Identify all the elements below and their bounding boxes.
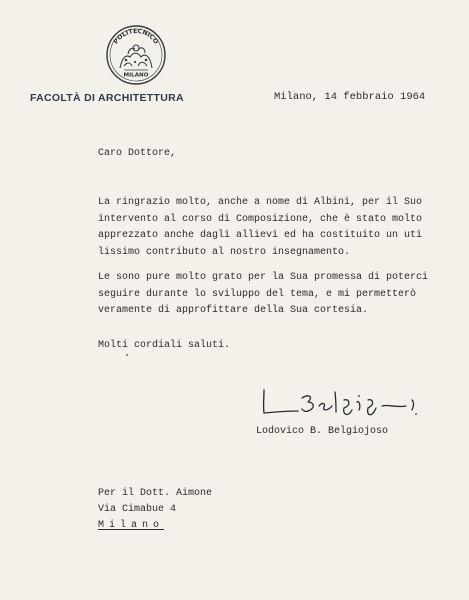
recipient-city: Milano bbox=[98, 520, 165, 531]
recipient-name: Per il Dott. Aimone bbox=[98, 488, 213, 499]
faculty-heading: FACOLTÀ DI ARCHITETTURA bbox=[30, 92, 184, 104]
ink-speck bbox=[126, 354, 128, 356]
recipient-street: Via Cimabue 4 bbox=[98, 504, 177, 515]
date-line: Milano, 14 febbraio 1964 bbox=[274, 91, 426, 103]
typed-signer-name: Lodovico B. Belgiojoso bbox=[256, 426, 389, 437]
paragraph-1-line: lissimo contributo al nostro insegnamento. bbox=[98, 246, 351, 258]
paragraph-2 bbox=[98, 270, 428, 320]
seal-top-text: POLITECNICO bbox=[112, 27, 160, 46]
paragraph-1-line: apprezzato anche dagli allievi ed ha costituito un uti bbox=[98, 230, 423, 241]
politecnico-seal-logo bbox=[104, 24, 168, 86]
paragraph-2-line: veramente di approfittare della Sua cortesia. bbox=[98, 305, 369, 316]
paragraph-1-line: La ringrazio molto, anche a nome di Albini, per il Suo bbox=[98, 197, 423, 208]
paragraph-1 bbox=[98, 195, 422, 261]
recipient-address bbox=[98, 486, 212, 534]
paragraph-2-line: seguire durante lo sviluppo del tema, e mi permetterò bbox=[98, 288, 417, 300]
paragraph-1-line: intervento al corso di Composizione, che è stato molto bbox=[98, 213, 423, 225]
salutation: Caro Dottore, bbox=[98, 148, 177, 159]
closing-line: Molti cordiali saluti. bbox=[98, 340, 231, 351]
handwritten-signature bbox=[256, 384, 426, 424]
seal-bottom-text: MILANO bbox=[123, 72, 149, 79]
paragraph-2-line: Le sono pure molto grato per la Sua promessa di poterci bbox=[98, 272, 429, 283]
